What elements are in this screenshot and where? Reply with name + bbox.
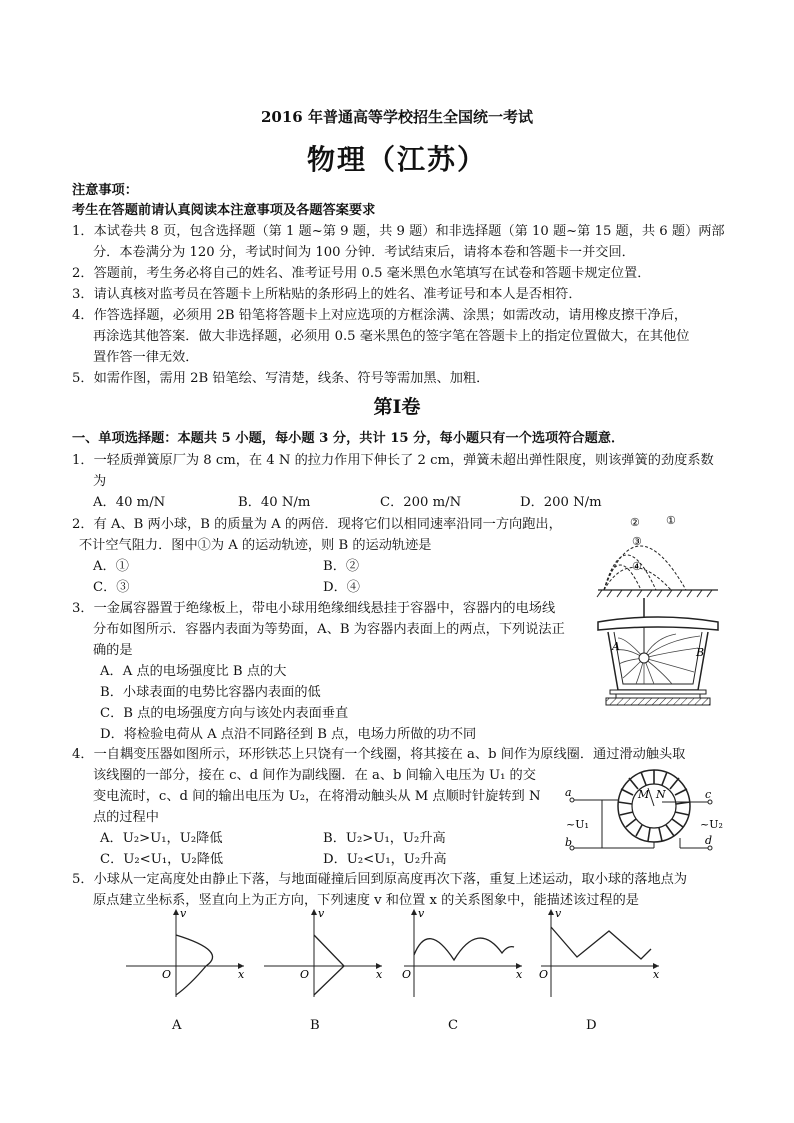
part1-heading: 一、单项选择题：本题共 5 小题，每小题 3 分，共计 15 分，每小题只有一个选项符合题意． [72, 431, 625, 446]
q4-transformer-figure [562, 764, 724, 860]
q2-fig-label: ① [666, 514, 676, 527]
notice-item: 再涂选其他答案．做大非选择题，必须用 0.5 毫米黑色的签字笔在答题卡上的指定位置做大，在其他位 [93, 329, 690, 344]
q2-option: D．④ [323, 580, 360, 595]
q1-stem: 为 [93, 474, 107, 489]
axis-label: x [376, 968, 383, 981]
q3-option: C．B 点的电场强度方向与该处内表面垂直 [100, 706, 349, 721]
notice-item: 4．作答选择题，必须用 2B 铅笔将答题卡上对应选项的方框涂满、涂黑；如需改动，请用橡皮擦干净后， [72, 308, 688, 323]
q5-graph-label-b: B [310, 1018, 320, 1033]
q4-option: C．U₂<U₁，U₂降低 [100, 852, 224, 867]
q3-fig-label: A [612, 640, 620, 653]
q4-option: D．U₂<U₁，U₂升高 [323, 852, 447, 867]
q1-option: C．200 m/N [380, 495, 462, 510]
q4-fig-label: b [565, 836, 573, 849]
q4-fig-label: ~U₂ [700, 818, 723, 831]
q4-stem: 4．一自耦变压器如图所示，环形铁芯上只饶有一个线圈，将其接在 a、b 间作为原线圈．通过滑动触头取 [72, 747, 686, 762]
q1-stem: 1．一轻质弹簧原厂为 8 cm，在 4 N 的拉力作用下伸长了 2 cm，弹簧未超出弹性限度，则该弹簧的劲度系数 [72, 453, 714, 468]
q4-option: B．U₂>U₁，U₂升高 [323, 831, 446, 846]
q2-option: A．① [93, 559, 129, 574]
q4-option: A．U₂>U₁，U₂降低 [100, 831, 223, 846]
axis-label: x [238, 968, 245, 981]
axis-label: x [516, 968, 523, 981]
q4-fig-label: a [565, 786, 572, 799]
q2-fig-label: ② [630, 516, 640, 529]
section-title: 第Ⅰ卷 [373, 396, 421, 418]
origin-label: O [300, 968, 310, 981]
q5-graph-d [535, 905, 665, 1000]
notice-item: 3．请认真核对监考员在答题卡上所粘贴的条形码上的姓名、准考证号和本人是否相符． [72, 287, 582, 302]
axis-label: v [555, 907, 562, 920]
q5-stem: 5．小球从一定高度处由静止下落，与地面碰撞后回到原高度再次下落，重复上述运动，取小球的落地点为 [72, 872, 688, 887]
q5-graph-c [398, 905, 528, 1000]
origin-label: O [162, 968, 172, 981]
notice-heading: 注意事项： [72, 183, 138, 198]
q2-option: B．② [323, 559, 360, 574]
axis-label: v [418, 907, 425, 920]
q2-stem: 2．有 A、B 两小球，B 的质量为 A 的两倍．现将它们以相同速率沿同一方向跑出， [72, 517, 562, 532]
notice-item: 1．本试卷共 8 页，包含选择题（第 1 题~第 9 题，共 9 题）和非选择题（第 10 题~第 15 题，共 6 题）两部 [72, 224, 725, 239]
q5-graph-a [120, 905, 250, 1000]
q3-stem: 分布如图所示．容器内表面为等势面，A、B 为容器内表面上的两点，下列说法正 [93, 622, 565, 637]
axis-label: x [653, 968, 660, 981]
notice-item: 置作答一律无效． [93, 350, 199, 365]
q4-fig-label: M [638, 788, 650, 801]
q1-option: A．40 m/N [93, 495, 166, 510]
q4-fig-label: d [705, 834, 713, 847]
q1-option: D．200 N/m [520, 495, 602, 510]
q2-fig-label: ③ [632, 535, 642, 548]
q1-option: B．40 N/m [238, 495, 311, 510]
q3-fig-label: B [696, 646, 705, 659]
q3-option: A．A 点的电场强度比 B 点的大 [100, 664, 287, 679]
notice-item: 5．如需作图，需用 2B 铅笔绘、写清楚，线条、符号等需加黑、加粗． [72, 371, 490, 386]
q2-option: C．③ [93, 580, 130, 595]
q3-stem: 确的是 [93, 643, 133, 658]
q4-fig-label: c [705, 788, 712, 801]
q3-option: B．小球表面的电势比容器内表面的低 [100, 685, 321, 700]
q4-stem: 点的过程中 [93, 810, 159, 825]
q3-stem: 3．一金属容器置于绝缘板上，带电小球用绝缘细线悬挂于容器中，容器内的电场线 [72, 601, 556, 616]
q4-fig-label: N [656, 788, 666, 801]
q2-fig-label: ④ [632, 560, 642, 573]
notice-subheading: 考生在答题前请认真阅读本注意事项及各题答案要求 [72, 203, 376, 218]
q5-graph-b [258, 905, 388, 1000]
q4-fig-label: ~U₁ [566, 818, 589, 831]
axis-label: v [318, 907, 325, 920]
axis-label: v [180, 907, 187, 920]
q3-container-figure [596, 598, 721, 708]
notice-item: 分．本卷满分为 120 分，考试时间为 100 分钟．考试结束后，请将本卷和答题卡一并交回． [93, 245, 635, 260]
origin-label: O [539, 968, 549, 981]
q5-graph-label-c: C [448, 1018, 459, 1033]
q5-graph-label-d: D [586, 1018, 597, 1033]
q2-stem: 不计空气阻力．图中①为 A 的运动轨迹，则 B 的运动轨迹是 [79, 538, 432, 553]
q5-stem: 原点建立坐标系，竖直向上为正方向，下列速度 v 和位置 x 的关系图象中，能描述该过程的是 [93, 893, 639, 908]
q4-stem: 该线圈的一部分，接在 c、d 间作为副线圈．在 a、b 间输入电压为 U₁ 的交 [93, 768, 536, 783]
notice-item: 2．答题前，考生务必将自己的姓名、准考证号用 0.5 毫米黑色水笔填写在试卷和答题卡规定位置． [72, 266, 651, 281]
exam-supertitle: 2016 年普通高等学校招生全国统一考试 [261, 108, 533, 126]
origin-label: O [402, 968, 412, 981]
q3-option: D．将检验电荷从 A 点沿不同路径到 B 点，电场力所做的功不同 [100, 727, 477, 742]
q2-projectile-figure [596, 510, 721, 602]
q4-stem: 变电流时，c、d 间的输出电压为 U₂，在将滑动触头从 M 点顺时针旋转到 N [93, 789, 541, 804]
q5-graph-label-a: A [172, 1018, 182, 1033]
exam-title: 物理（江苏） [306, 143, 487, 176]
